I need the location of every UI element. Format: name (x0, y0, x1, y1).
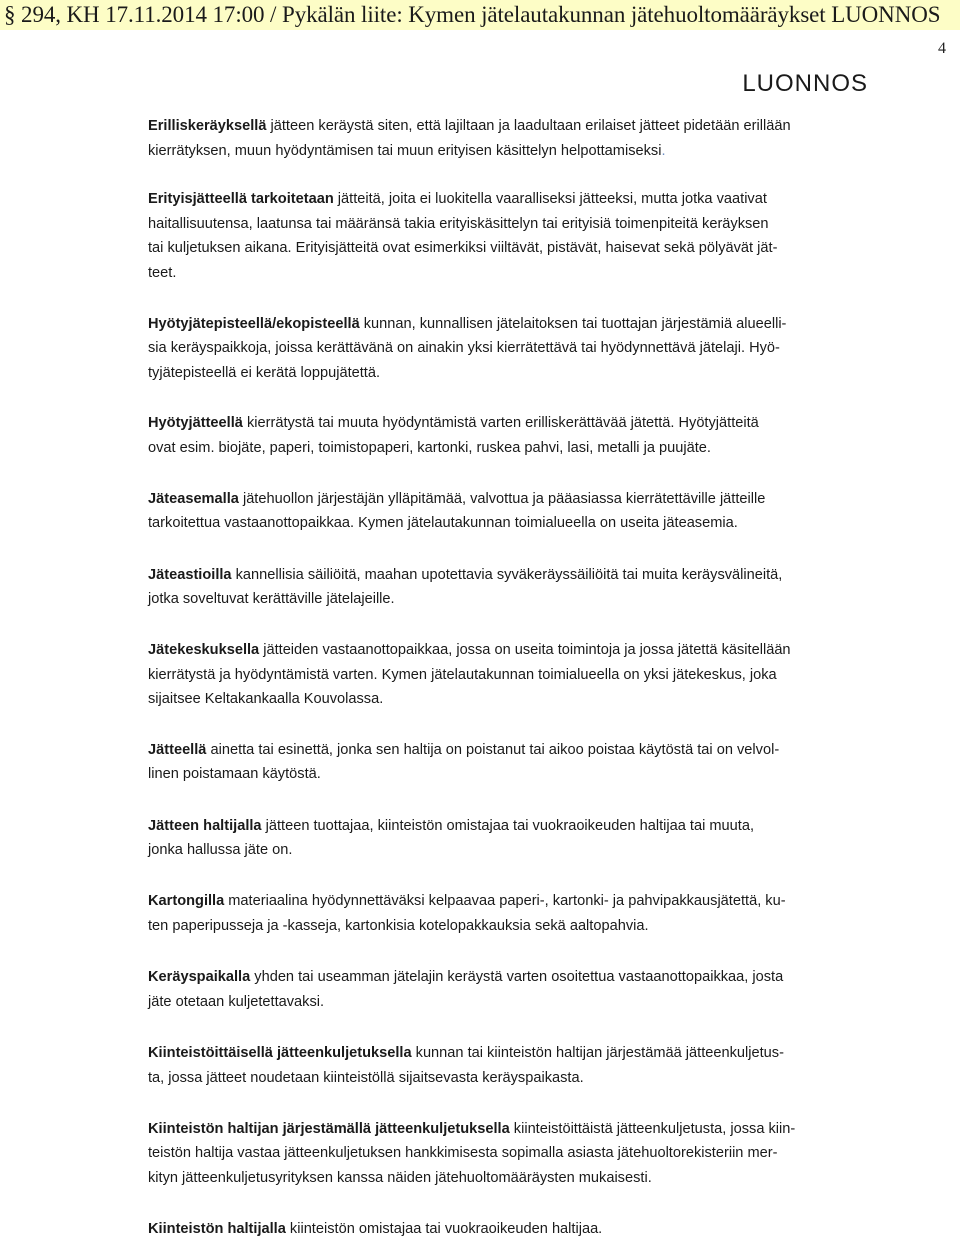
definition-line: jäte otetaan kuljetettavaksi. (148, 993, 325, 1010)
definition-line: linen poistamaan käytöstä. (148, 766, 321, 783)
definition-line: jätteitä, joita ei luokitella vaaralliseksi jätteeksi, mutta jotka vaativat (333, 191, 767, 208)
definition-term: Erilliskeräyksellä (148, 118, 267, 134)
definition-term: Kartongilla (148, 893, 225, 910)
definition-paragraph (148, 1117, 876, 1191)
definition-term: Jäteasemalla (148, 490, 239, 507)
definition-term: Hyötyjätepisteellä/ekopisteellä (148, 315, 360, 332)
definition-line: kunnan, kunnallisen jätelaitoksen tai tuottajan järjestämiä alueelli- (359, 315, 787, 332)
definition-line: tai kuljetuksen aikana. Erityisjätteitä ovat esimerkiksi viiltävät, pistävät, haisevat sekä pölyävät jät- (148, 240, 778, 257)
definition-line: jätteen tuottajaa, kiinteistön omistajaa tai vuokraoikeuden haltijaa tai muuta, (261, 817, 754, 834)
definition-paragraph (148, 487, 876, 536)
definition-paragraph (148, 411, 876, 460)
definition-line: tyjätepisteellä ei kerätä loppujätettä. (148, 364, 381, 381)
definition-paragraph (148, 563, 876, 612)
definition-line: kierrätyksen, muun hyödyntämisen tai muun erityisen käsittelyn helpottamiseksi (148, 142, 662, 159)
definition-line: kunnan tai kiinteistön haltijan järjestämää jätteenkuljetus- (411, 1045, 784, 1062)
definition-line: kiinteistön omistajaa tai vuokraoikeuden haltijaa. (285, 1221, 603, 1238)
header-section-line: § 294, KH 17.11.2014 17:00 / Pykälän liite: Kymen jätelautakunnan jätehuoltomääräykset LUONNOS (4, 2, 941, 27)
definition-line: ainetta tai esinettä, jonka sen haltija on poistanut tai aikoo poistaa käytöstä tai on velvol- (206, 741, 780, 758)
definition-term: Erityisjätteellä tarkoitetaan (148, 191, 334, 208)
definition-line: teistön haltija vastaa jätteenkuljetuksen hankkimisesta sopimalla asiasta jätehuoltorekisteriin mer- (148, 1145, 778, 1162)
definition-paragraph (148, 312, 876, 386)
definition-term: Jätteen haltijalla (148, 817, 262, 834)
definition-term: Jätteellä (148, 741, 207, 758)
definition-term: Keräyspaikalla (148, 969, 251, 986)
definition-term: Hyötyjätteellä (148, 415, 243, 432)
definitions-list (148, 114, 876, 1242)
definition-line: tarkoitettua vastaanottopaikkaa. Kymen jätelautakunnan toimialueella on useita jäteasemia. (148, 515, 738, 532)
definition-line: jätehuollon järjestäjän ylläpitämää, valvottua ja pääasiassa kierrätettäville jätteille (238, 490, 766, 507)
definition-paragraph (148, 889, 876, 938)
definition-line: jätteen keräystä siten, että lajiltaan ja laadultaan erilaiset jätteet pidetään erillään (266, 118, 791, 134)
definition-line: sia keräyspaikkoja, joissa kerättävänä on ainakin yksi kierrätettävä tai hyödynnettävä jätelaji. Hyö- (148, 340, 780, 357)
definition-line: ta, jossa jätteet noudetaan kiinteistöllä sijaitsevasta keräyspaikasta. (148, 1070, 584, 1087)
definition-line: kityn jätteenkuljetusyrityksen kanssa näiden jätehuoltomääräysten mukaisesti. (148, 1169, 652, 1186)
definition-line: yhden tai useamman jätelajin keräystä varten osoitettua vastaanottopaikkaa, josta (250, 969, 784, 986)
definition-line: ten paperipusseja ja -kasseja, kartonkisia kotelopakkauksia sekä aaltopahvia. (148, 917, 649, 934)
definition-term: Jäteastioilla (148, 566, 232, 583)
definition-term: Kiinteistön haltijan järjestämällä jätteenkuljetuksella (148, 1120, 510, 1137)
definition-line: jätteiden vastaanottopaikkaa, jossa on useita toimintoja ja jossa jätettä käsitellään (259, 641, 791, 658)
definition-line: materiaalina hyödynnettäväksi kelpaavaa paperi-, kartonki- ja pahvipakkausjätettä, ku- (224, 893, 786, 910)
header-band (0, 0, 960, 30)
definition-term: Jätekeskuksella (148, 641, 260, 658)
definition-paragraph (148, 965, 876, 1014)
definition-line: kannellisia säiliöitä, maahan upotettavia syväkeräyssäiliöitä tai muita keräysvälineitä, (231, 566, 783, 583)
definition-paragraph (148, 738, 876, 787)
definition-paragraph (148, 814, 876, 863)
definition-line: ovat esim. biojäte, paperi, toimistopaperi, kartonki, ruskea pahvi, lasi, metalli ja puujäte. (148, 439, 711, 456)
trailing-mark: . (661, 142, 666, 159)
definition-line: kiinteistöittäistä jätteenkuljetusta, jossa kiin- (509, 1120, 796, 1137)
definition-paragraph (148, 638, 876, 712)
definition-paragraph (148, 114, 876, 163)
page-number: 4 (938, 40, 946, 57)
definition-line: teet. (148, 264, 177, 281)
definition-paragraph (148, 1041, 876, 1090)
definition-paragraph (148, 1217, 876, 1242)
definition-line: jonka hallussa jäte on. (148, 842, 293, 859)
definition-line: jotka soveltuvat kerättäville jätelajeille. (148, 591, 395, 608)
definition-line: kierrätystä ja hyödyntämistä varten. Kymen jätelautakunnan toimialueella on yksi jätekeskus, joka (148, 666, 777, 683)
definition-line: kierrätystä tai muuta hyödyntämistä varten erilliskerättävää jätettä. Hyötyjätteitä (242, 415, 759, 432)
definition-term: Kiinteistöittäisellä jätteenkuljetuksella (148, 1045, 412, 1062)
draft-watermark: LUONNOS (742, 70, 868, 97)
definition-term: Kiinteistön haltijalla (148, 1221, 286, 1238)
definition-paragraph (148, 187, 876, 285)
definition-line: haitallisuutensa, laatunsa tai määränsä takia erityiskäsittelyn tai erityisiä toimenpiteitä keräyksen (148, 215, 769, 232)
definition-line: sijaitsee Keltakankaalla Kouvolassa. (148, 691, 384, 708)
